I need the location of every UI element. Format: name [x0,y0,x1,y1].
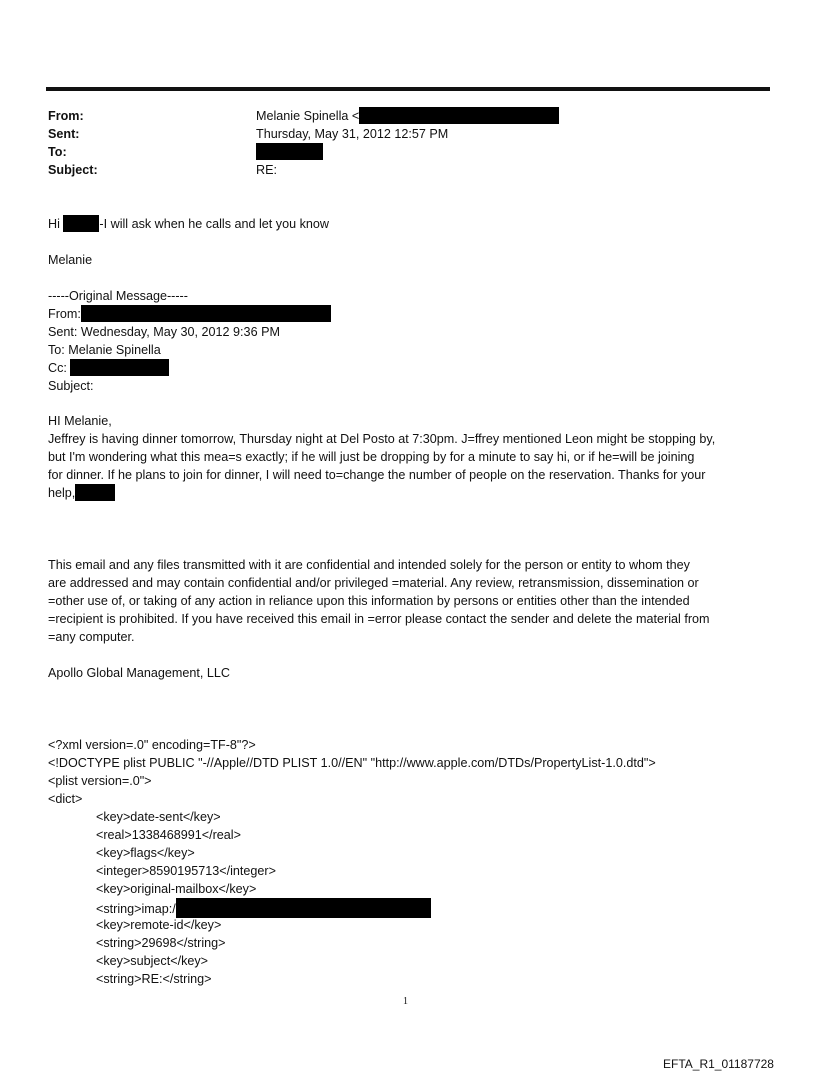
original-body-line: for dinner. If he plans to join for dinner, I will need to=change the number of people on the reservation. Thanks for your [48,468,706,482]
subject-label: Subject: [48,163,98,177]
plist-entry: <key>subject</key> [96,954,209,968]
plist-entry: <string>RE:</string> [96,972,212,986]
imap-string: <string>imap:/ [96,902,176,916]
disclaimer-line: =other use of, or taking of any action in reliance upon this information by persons or entities other than the intended [48,594,690,608]
plist-entry: <real>1338468991</real> [96,828,241,842]
plist-line: <!DOCTYPE plist PUBLIC "-//Apple//DTD PLIST 1.0//EN" "http://www.apple.com/DTDs/PropertyList-1.0.dtd"> [48,756,656,770]
disclaimer-line: are addressed and may contain confidential and/or privileged =material. Any review, retransmission, dissemination or [48,576,699,590]
original-cc [48,359,169,377]
redaction-bar [256,143,323,160]
original-salutation: HI Melanie, [48,414,112,428]
from-label: From: [48,109,84,123]
reply-greeting [48,215,329,233]
redaction-bar [81,305,331,322]
redaction-bar [70,359,169,376]
original-cc-label: Cc: [48,361,67,375]
company-name: Apollo Global Management, LLC [48,666,231,680]
redaction-bar [176,898,431,918]
redaction-bar [75,484,115,501]
original-to: To: Melanie Spinella [48,343,161,357]
plist-entry: <key>date-sent</key> [96,810,221,824]
from-value [256,107,559,125]
original-body-line: but I'm wondering what this mea=s exactly; if he will just be dropping by for a minute to say hi, or if he=will be joining [48,450,695,464]
plist-entry: <key>remote-id</key> [96,918,222,932]
original-subject: Subject: [48,379,94,393]
plist-entry: <key>original-mailbox</key> [96,882,257,896]
to-value [256,143,323,161]
plist-line: <?xml version=.0" encoding=TF-8"?> [48,738,256,752]
plist-entry: <string>29698</string> [96,936,226,950]
document-id: EFTA_R1_01187728 [663,1057,774,1071]
redaction-bar [63,215,99,232]
greeting-hi: Hi [48,217,60,231]
plist-entry: <key>flags</key> [96,846,195,860]
page-number: 1 [403,996,408,1007]
sent-value: Thursday, May 31, 2012 12:57 PM [256,127,449,141]
sent-label: Sent: [48,127,80,141]
original-body-line: Jeffrey is having dinner tomorrow, Thursday night at Del Posto at 7:30pm. J=ffrey mentioned Leon might be stopping by, [48,432,716,446]
header-rule [46,87,770,91]
plist-entry-imap [96,898,431,918]
original-from [48,305,331,323]
plist-line: <plist version=.0"> [48,774,152,788]
original-divider: -----Original Message----- [48,289,188,303]
plist-entry: <integer>8590195713</integer> [96,864,276,878]
from-name: Melanie Spinella < [256,109,360,123]
closing-text: help, [48,486,76,500]
to-label: To: [48,145,67,159]
original-sent: Sent: Wednesday, May 30, 2012 9:36 PM [48,325,280,339]
original-from-label: From: [48,307,81,321]
greeting-text: -I will ask when he calls and let you know [99,217,330,231]
plist-line: <dict> [48,792,83,806]
redaction-bar [359,107,559,124]
reply-signature: Melanie [48,253,93,267]
original-closing [48,484,115,502]
disclaimer-line: This email and any files transmitted with it are confidential and intended solely for the person or entity to whom they [48,558,690,572]
subject-value: RE: [256,163,277,177]
disclaimer-line: =any computer. [48,630,135,644]
disclaimer-line: =recipient is prohibited. If you have received this email in =error please contact the sender and delete the material from [48,612,710,626]
